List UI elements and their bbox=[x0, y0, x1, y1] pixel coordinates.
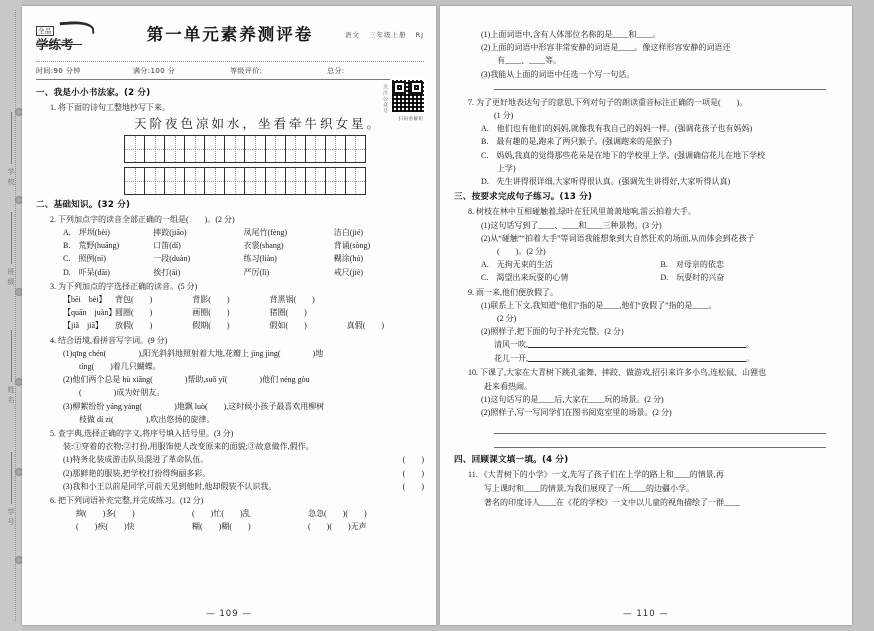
opt-c-2: 一段(duàn) bbox=[153, 254, 191, 264]
question-6-sub-2-cont[interactable]: 有____、____等。 bbox=[481, 56, 561, 66]
q8-option-c[interactable]: C. 渴望出来玩耍的心情 bbox=[481, 273, 569, 283]
q6-r2-c2[interactable]: 糊( )糊( ) bbox=[192, 522, 251, 532]
q6-r1-c1[interactable]: 絢( )多( ) bbox=[76, 509, 135, 519]
brand-logo-main-text: 学练考 bbox=[36, 37, 74, 52]
question-10-sub-1[interactable]: (1)这句话写的是____后,大家在____玩的场景。(2 分) bbox=[481, 395, 664, 405]
question-7-option-c-cont: 上学) bbox=[481, 163, 516, 173]
question-10-stem-cont: 赶来看热闹。 bbox=[468, 382, 532, 392]
question-4-stem: 4. 结合语境,看拼音写字词。(9 分) bbox=[50, 335, 168, 345]
grid-cell[interactable] bbox=[326, 168, 346, 194]
opt-a-1: A. 坪坝(bèi) bbox=[63, 228, 110, 238]
section-heading-1: 一、我是小小书法家。(2 分) bbox=[36, 88, 151, 98]
opt-d-1: D. 吓呆(dāi) bbox=[63, 267, 110, 277]
question-4-line-3[interactable]: (2)他们两个总是 hù xiāng( )帮助,suǒ yǐ( )他们 néng gòu bbox=[63, 375, 310, 385]
grid-cell[interactable] bbox=[266, 168, 286, 194]
brand-logo-top-text: 全品 bbox=[38, 27, 52, 35]
seal-write-line bbox=[11, 330, 12, 382]
answer-write-line[interactable] bbox=[494, 88, 826, 90]
q5-item1-answer-bracket[interactable]: ( ) bbox=[402, 455, 424, 465]
question-4-line-6[interactable]: 枝做 dí zi( ),吹出悠扬的旋律。 bbox=[63, 414, 215, 424]
grid-cell[interactable] bbox=[165, 168, 185, 194]
grid-cell[interactable] bbox=[125, 136, 145, 162]
grid-cell[interactable] bbox=[306, 168, 326, 194]
question-1: 1. 将下面的诗句工整地抄写下来。 bbox=[50, 103, 170, 113]
grid-cell[interactable] bbox=[245, 136, 265, 162]
page-left-body bbox=[22, 80, 436, 534]
question-8-options-row-2[interactable] bbox=[481, 271, 840, 284]
q3-r2-item3[interactable]: 猪圈( ) bbox=[269, 308, 307, 318]
question-9-stem: 9. 雨一来,他们便放假了。 bbox=[468, 287, 558, 297]
grid-cell[interactable] bbox=[225, 168, 245, 194]
question-6-row-2[interactable] bbox=[76, 520, 424, 533]
seal-label-class: 班级 bbox=[7, 268, 15, 288]
opt-a-3: 凤尾竹(fèng) bbox=[243, 228, 288, 238]
grid-cell[interactable] bbox=[225, 136, 245, 162]
question-4-line-4[interactable]: ( )成为好朋友。 bbox=[63, 388, 165, 398]
q3-r1-item2[interactable]: 背影( ) bbox=[192, 295, 230, 305]
seal-label-name: 姓名 bbox=[7, 386, 15, 406]
q5-item2-answer-bracket[interactable]: ( ) bbox=[402, 468, 424, 478]
question-7-stem: 7. 为了更好地表达句子的意思,下列对句子的朗读重音标注正确的一项是( )。 bbox=[468, 97, 748, 107]
page-right-body bbox=[440, 6, 852, 510]
info-total-score: 满分:100 分 bbox=[133, 67, 176, 75]
question-9-sub-2: (2)照样子,把下面的句子补充完整。(2 分) bbox=[481, 327, 624, 337]
question-9-fill-2[interactable]: 花儿一开, 。 bbox=[494, 353, 754, 363]
q3-r3-item4[interactable]: 真假( ) bbox=[346, 321, 385, 331]
question-8-options-row-1[interactable] bbox=[481, 258, 840, 271]
pinyin-choice-2: 【quān juàn】 bbox=[63, 308, 117, 318]
meta-edition: RJ bbox=[415, 31, 424, 39]
qr-code-icon[interactable] bbox=[390, 78, 426, 114]
q9-fill2-blank[interactable] bbox=[528, 353, 746, 362]
qr-side-label: 关注公众号 bbox=[382, 84, 388, 114]
q8-option-a[interactable]: A. 无拘无束的生活 bbox=[481, 260, 553, 270]
seal-field-school bbox=[2, 112, 20, 188]
question-5-item-2[interactable] bbox=[63, 467, 424, 480]
page-header bbox=[36, 20, 424, 60]
q9-fill1-blank[interactable] bbox=[528, 339, 746, 348]
grid-cell[interactable] bbox=[185, 136, 205, 162]
info-grade-eval: 等级评价: bbox=[230, 67, 263, 75]
question-10-sub-2: (2)照样子,写一写同学们在图书阅览室里的场景。(2 分) bbox=[481, 408, 672, 418]
grid-cell[interactable] bbox=[286, 168, 306, 194]
q9-fill2-label: 花儿一开, bbox=[494, 353, 528, 363]
question-4-line-1[interactable]: (1)qīng chén( ),阳光斜斜地照射着大地,花瓣上 jìng jìng( )地 bbox=[63, 348, 324, 358]
seal-dashed-line bbox=[15, 10, 16, 621]
grid-cell[interactable] bbox=[346, 168, 365, 194]
question-10-stem: 10. 下课了,大家在大青树下跳孔雀舞、摔跤、做游戏,招引来许多小鸟,连松鼠、山狸也 bbox=[468, 367, 766, 377]
grid-cell[interactable] bbox=[286, 136, 306, 162]
opt-b-1: B. 荒野(huāng) bbox=[63, 241, 120, 251]
opt-a-2: 摔跤(jiāo) bbox=[153, 228, 187, 238]
question-2-stem: 2. 下列加点字的读音全部正确的一组是( )。(2 分) bbox=[50, 214, 235, 224]
q6-r1-c2[interactable]: ( )忙( )乱 bbox=[192, 509, 251, 519]
question-7-option-c[interactable]: C. 妈妈,我真的觉得那些花朵是在地下的学校里上学。(强调确信花儿在地下学校 bbox=[481, 150, 765, 160]
seal-write-line bbox=[11, 212, 12, 264]
grid-cell[interactable] bbox=[306, 136, 326, 162]
grid-cell[interactable] bbox=[326, 136, 346, 162]
question-9-fill-1[interactable]: 清风一吹, 。 bbox=[494, 340, 754, 350]
question-7-option-a[interactable]: A. 他们也有他们的妈妈,就像我有我自己的妈妈一样。(强调花孩子也有妈妈) bbox=[481, 124, 753, 134]
grid-cell[interactable] bbox=[185, 168, 205, 194]
question-11-line-1[interactable]: 11. 《大青树下的小学》一文,先写了孩子们在上学的路上和____的情景,再 bbox=[468, 469, 724, 479]
seal-field-class bbox=[2, 212, 20, 288]
question-5-item-3[interactable] bbox=[63, 480, 424, 493]
pinyin-choice-1: 【bēi bèi】 bbox=[63, 295, 107, 305]
q5-item3-answer-bracket[interactable]: ( ) bbox=[402, 481, 424, 491]
poem-sample-text: 天阶夜色凉如水，坐看牵牛织女星。 bbox=[133, 116, 382, 132]
opt-b-2: 口笛(dí) bbox=[153, 241, 181, 251]
pinyin-choice-3: 【jiǎ jià】 bbox=[63, 321, 103, 331]
q3-r1-item1[interactable]: 背包( ) bbox=[115, 295, 153, 305]
seal-label-school: 学校 bbox=[7, 168, 15, 188]
qr-code-block[interactable] bbox=[382, 68, 428, 122]
grid-cell[interactable] bbox=[145, 136, 165, 162]
question-8-sub-2-bracket[interactable]: ( )。(2 分) bbox=[481, 247, 546, 257]
question-4-line-2[interactable]: tíng( )着几只蝴蝶。 bbox=[63, 362, 161, 372]
opt-c-3: 练习(liàn) bbox=[243, 254, 277, 264]
question-2-option-d[interactable] bbox=[63, 266, 424, 279]
opt-b-4: 背诵(sòng) bbox=[333, 241, 371, 251]
seal-field-studentno bbox=[2, 452, 20, 528]
writing-grid-row-1[interactable] bbox=[124, 135, 366, 163]
question-11-line-2[interactable]: 写上课时和____的情景,为我们展现了一所____的边疆小学。 bbox=[468, 484, 694, 494]
section-heading-2: 二、基础知识。(32 分) bbox=[36, 199, 131, 210]
opt-d-4: 戒尺(jiè) bbox=[333, 267, 364, 277]
seal-write-line bbox=[11, 452, 12, 504]
question-2-option-b[interactable] bbox=[63, 239, 424, 252]
question-2-option-a[interactable] bbox=[63, 226, 424, 239]
question-7-option-d[interactable]: D. 先生讲得很详细,大家听得很认真。(强调先生讲得好,大家听得认真) bbox=[481, 177, 731, 187]
grid-cell[interactable] bbox=[145, 168, 165, 194]
question-8-sub-1[interactable]: (1)这句话写到了____、____和____三种景物。(3 分) bbox=[481, 220, 662, 230]
question-6-sub-3: (3)我能从上面的词语中任选一个写一句话。 bbox=[481, 69, 635, 79]
q5-item1-text: (1)特务化装成游击队员混进了革命队伍。 bbox=[63, 455, 209, 465]
q8-option-b[interactable]: B. 对母亲的依恋 bbox=[660, 260, 724, 270]
qr-caption: 扫码看解析 bbox=[398, 117, 424, 122]
q3-r3-item2[interactable]: 假期( ) bbox=[192, 321, 230, 331]
question-5-item-1[interactable] bbox=[63, 453, 424, 466]
grid-cell[interactable] bbox=[266, 136, 286, 162]
question-6-stem: 6. 把下列词语补充完整,并完成练习。(12 分) bbox=[50, 496, 204, 506]
q5-item2-text: (2)那鲜艳的服装,把学校打扮得绚丽多彩。 bbox=[63, 468, 211, 478]
question-7-score: (1 分) bbox=[494, 111, 514, 121]
question-7-option-b[interactable]: B. 最有趣的是,跑来了两只猴子。(强调跑来的是猴子) bbox=[481, 137, 672, 147]
q3-r1-item3[interactable]: 背黑锅( ) bbox=[269, 295, 315, 305]
page-number-right: — 110 — bbox=[623, 609, 669, 619]
q6-r1-c3[interactable]: 急急( )( ) bbox=[308, 509, 367, 519]
q3-r1-spacer bbox=[347, 293, 424, 306]
question-4-line-5[interactable]: (3)柳絮纷纷 yáng yáng( )地飘 luò( ),这时候小孩子最喜欢用柳树 bbox=[63, 401, 325, 411]
question-8-sub-2: (2)从“碰触”“拍着大手”等词语我能想象到大自然狂欢的场面,从而体会到花孩子 bbox=[481, 233, 755, 243]
q8-option-d[interactable]: D. 玩耍时的兴奋 bbox=[660, 273, 725, 283]
exam-info-bar bbox=[36, 66, 424, 76]
question-6-sub-2[interactable]: (2)上面的词语中形容非常安静的词语是____。像这样形容安静的词语还 bbox=[481, 43, 731, 53]
question-6-row-1[interactable] bbox=[76, 507, 424, 520]
question-3-row-1[interactable] bbox=[63, 293, 424, 306]
question-9-sub-1-score: (2 分) bbox=[481, 314, 517, 324]
question-6-sub-1[interactable]: (1)上面词语中,含有人体部位名称的是____和____。 bbox=[481, 30, 661, 39]
question-5-stem: 5. 查字典,选择正确的字义,将序号填入括号里。(3 分) bbox=[50, 429, 234, 439]
grid-cell[interactable] bbox=[245, 168, 265, 194]
writing-grid-row-2[interactable] bbox=[124, 167, 366, 195]
q3-r3-item3[interactable]: 假如( ) bbox=[269, 321, 307, 331]
q3-r2-item1[interactable]: 圆圈( ) bbox=[115, 308, 153, 318]
header-divider bbox=[36, 61, 424, 62]
seal-label-studentno: 学号 bbox=[7, 508, 15, 528]
grid-cell[interactable] bbox=[205, 136, 225, 162]
q6-r2-c3[interactable]: ( )( )无声 bbox=[308, 522, 367, 532]
info-time: 时间:90 分钟 bbox=[36, 67, 81, 75]
opt-a-4: 洁白(jié) bbox=[333, 228, 364, 238]
grid-cell[interactable] bbox=[125, 168, 145, 194]
question-9-sub-1[interactable]: (1)联系上下文,我知道“他们”指的是____,他们“放假了”指的是____。 bbox=[481, 300, 717, 310]
exam-page-right bbox=[440, 6, 852, 625]
q3-r3-item1[interactable]: 放假( ) bbox=[115, 321, 153, 331]
question-2-option-c[interactable] bbox=[63, 252, 424, 265]
opt-d-3: 严厉(lì) bbox=[243, 267, 270, 277]
question-3-row-3[interactable] bbox=[63, 319, 424, 332]
grid-cell[interactable] bbox=[205, 168, 225, 194]
exam-page-left bbox=[22, 6, 436, 625]
opt-b-3: 衣裳(shang) bbox=[243, 241, 284, 251]
answer-write-line[interactable] bbox=[494, 446, 826, 448]
opt-c-4: 糊涂(hú) bbox=[333, 254, 364, 264]
info-sum: 总分: bbox=[327, 67, 345, 75]
seal-field-name bbox=[2, 330, 20, 406]
q3-r2-item2[interactable]: 画圈( ) bbox=[192, 308, 230, 318]
section-heading-3: 三、按要求完成句子练习。(13 分) bbox=[454, 192, 593, 203]
opt-c-1: C. 照例(nì) bbox=[63, 254, 106, 264]
q6-r2-c1[interactable]: ( )疾( )快 bbox=[76, 522, 135, 532]
answer-write-line[interactable] bbox=[494, 432, 826, 434]
question-5-definitions: 装:①穿着的衣物;②打扮,用服饰使人改变原来的面貌;③故意做作,假作。 bbox=[63, 442, 314, 452]
seal-margin bbox=[0, 0, 22, 631]
section-heading-4: 四、回顾课文填一填。(4 分) bbox=[454, 454, 569, 465]
question-8-stem: 8. 树枝在林中互相碰触着,绿叶在狂风里萧萧地响,雷云拍着大手。 bbox=[468, 207, 696, 217]
meta-grade: 三年级上册 bbox=[368, 31, 407, 39]
meta-subject: 语文 bbox=[344, 31, 360, 39]
q3-r2-spacer bbox=[347, 306, 424, 319]
grid-cell[interactable] bbox=[165, 136, 185, 162]
q9-fill1-label: 清风一吹, bbox=[494, 340, 528, 350]
q5-item3-text: (3)我和小王以前是同学,可前天见到他时,他却假装不认识我。 bbox=[63, 481, 277, 491]
page-number-left: — 109 — bbox=[206, 609, 252, 619]
opt-d-2: 挨打(ái) bbox=[153, 267, 181, 277]
question-3-row-2[interactable] bbox=[63, 306, 424, 319]
seal-write-line bbox=[11, 112, 12, 164]
question-11-line-3[interactable]: 著名的印度诗人____在《花的学校》一文中以儿童的视角描绘了一群____ bbox=[468, 498, 740, 508]
question-3-stem: 3. 为下列加点的字选择正确的读音。(5 分) bbox=[50, 281, 198, 291]
page-meta bbox=[339, 30, 424, 39]
page-title: 第一单元素养测评卷 bbox=[146, 25, 314, 44]
grid-cell[interactable] bbox=[346, 136, 365, 162]
